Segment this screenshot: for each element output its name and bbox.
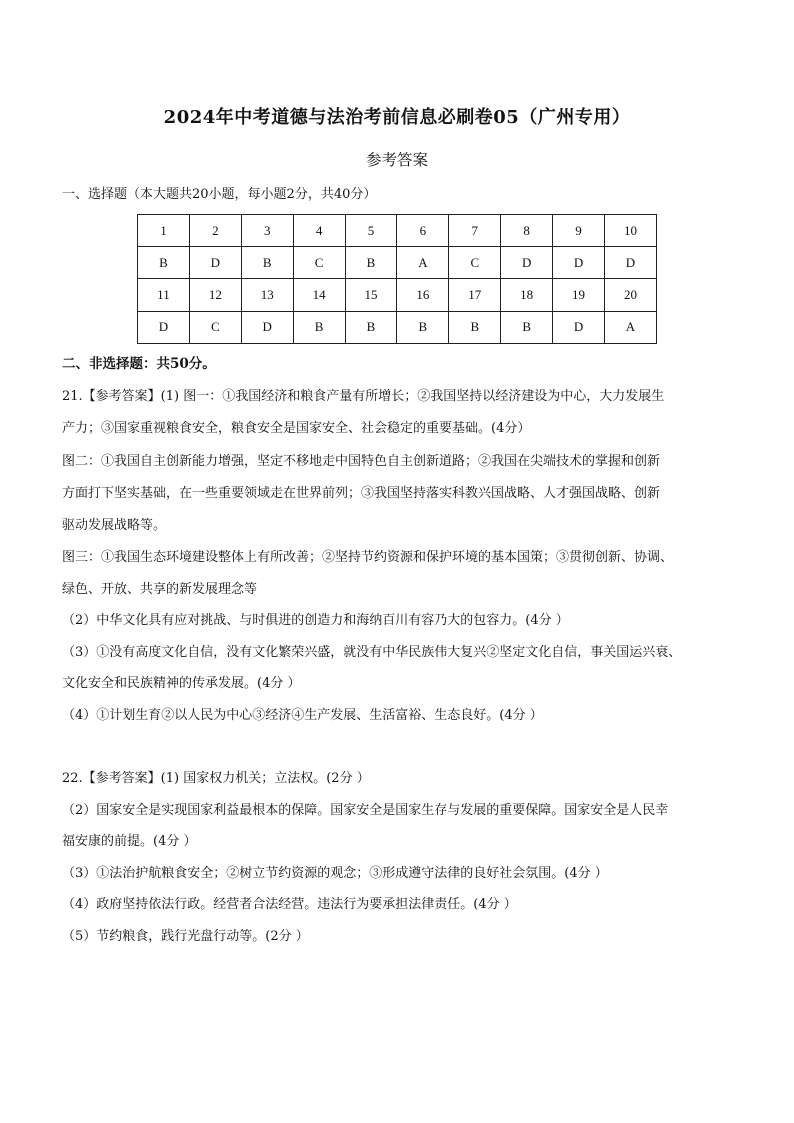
section-2-heading: 二、非选择题：共50分。 [62,356,216,372]
table-row [138,311,657,343]
q22-line-1: 22.【参考答案】(1) 国家权力机关；立法权。(2分 ） [62,771,370,786]
table-cell: D [189,247,241,279]
table-row [138,215,657,247]
q22-line-3: 福安康的前提。(4分 ） [62,834,197,849]
table-cell: 10 [605,215,657,247]
table-cell: 1 [138,215,190,247]
table-cell: C [293,247,345,279]
table-cell: 17 [449,279,501,311]
table-cell: 5 [345,215,397,247]
table-cell: B [241,247,293,279]
table-cell: B [397,311,449,343]
q22-line-2: （2）国家安全是实现国家利益最根本的保障。国家安全是国家生存与发展的重要保障。国家安全是人民幸 [62,803,669,818]
table-row [138,247,657,279]
table-cell: B [345,311,397,343]
q21-line-7: 绿色、开放、共享的新发展理念等 [62,582,258,597]
table-cell: 3 [241,215,293,247]
table-cell: B [138,247,190,279]
q21-line-11: （4）①计划生育②以人民为中心③经济④生产发展、生活富裕、生态良好。(4分 ） [62,708,543,723]
table-cell: 4 [293,215,345,247]
q21-line-2: 产力；③国家重视粮食安全，粮食安全是国家安全、社会稳定的重要基础。(4分） [62,421,531,436]
q21-line-1: 21.【参考答案】(1) 图一：①我国经济和粮食产量有所增长；②我国坚持以经济建设为中心，大力发展生 [62,389,665,404]
section-1-heading: 一、选择题（本大题共20小题，每小题2分，共40分） [62,187,377,202]
table-cell: D [138,311,190,343]
table-cell: B [293,311,345,343]
table-cell: A [605,311,657,343]
table-cell: C [449,247,501,279]
q21-line-4: 方面打下坚实基础，在一些重要领域走在世界前列；③我国坚持落实科教兴国战略、人才强国战略、创新 [62,486,661,501]
table-cell: 13 [241,279,293,311]
table-cell: D [553,311,605,343]
table-cell: 12 [189,279,241,311]
table-cell: 9 [553,215,605,247]
page-title: 2024年中考道德与法治考前信息必刷卷05（广州专用） [163,107,631,128]
q21-line-9: （3）①没有高度文化自信，没有文化繁荣兴盛，就没有中华民族伟大复兴②坚定文化自信，事关国运兴衰、 [62,645,682,660]
table-cell: 14 [293,279,345,311]
q21-line-6: 图三：①我国生态环境建设整体上有所改善；②坚持节约资源和保护环境的基本国策；③贯彻创新、协调、 [62,550,674,565]
table-cell: D [501,247,553,279]
table-cell: 19 [553,279,605,311]
q22-line-5: （4）政府坚持依法行政。经营者合法经营。违法行为要承担法律责任。(4分 ） [62,897,517,912]
table-cell: 18 [501,279,553,311]
table-cell: 8 [501,215,553,247]
answer-key-heading: 参考答案 [365,151,428,169]
answer-table [137,214,657,344]
table-cell: 11 [138,279,190,311]
q21-line-5: 驱动发展战略等。 [62,518,167,533]
q22-line-6: （5）节约粮食，践行光盘行动等。(2分 ） [62,929,309,944]
table-cell: 6 [397,215,449,247]
table-cell: 16 [397,279,449,311]
table-row [138,279,657,311]
q22-line-4: （3）①法治护航粮食安全；②树立节约资源的观念；③形成遵守法律的良好社会氛围。(4分 ） [62,866,608,881]
table-cell: D [241,311,293,343]
table-cell: C [189,311,241,343]
q21-line-8: （2）中华文化具有应对挑战、与时俱进的创造力和海纳百川有容乃大的包容力。(4分 ） [62,613,569,628]
table-cell: D [605,247,657,279]
table-cell: A [397,247,449,279]
table-cell: 2 [189,215,241,247]
q21-line-10: 文化安全和民族精神的传承发展。(4分 ） [62,676,301,691]
q21-line-3: 图二：①我国自主创新能力增强，坚定不移地走中国特色自主创新道路；②我国在尖端技术的掌握和创新 [62,454,661,469]
table-cell: B [345,247,397,279]
table-cell: 20 [605,279,657,311]
table-cell: D [553,247,605,279]
table-cell: 7 [449,215,501,247]
table-cell: B [449,311,501,343]
table-cell: B [501,311,553,343]
table-cell: 15 [345,279,397,311]
